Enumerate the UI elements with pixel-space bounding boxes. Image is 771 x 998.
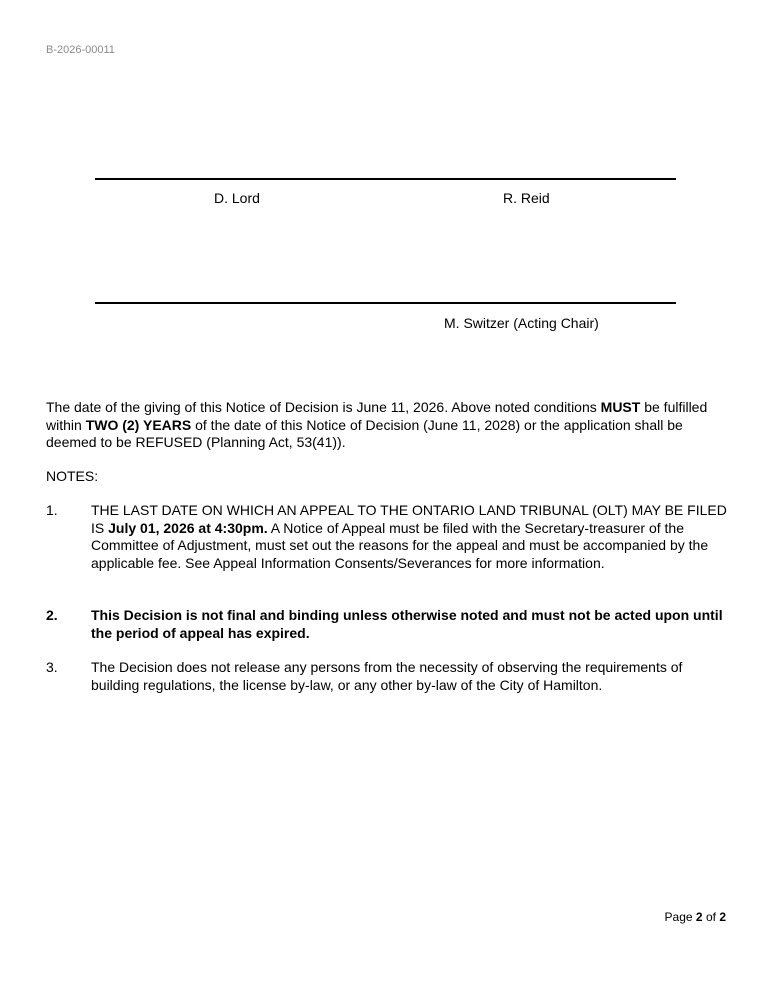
paragraph-emphasis: MUST [600,399,641,415]
note-text-part: THE LAST DATE ON WHICH AN APPEAL TO THE ONTARIO LAND TRIBUNAL (OLT) MAY BE FILED IS [91,502,727,536]
signatory-name-chair: M. Switzer (Acting Chair) [444,315,599,331]
note-emphasis: July 01, 2026 at 4:30pm. [108,519,268,536]
signatory-name: D. Lord [214,190,260,206]
decision-date-paragraph [46,399,726,452]
note-text-part: A Notice of Appeal must be filed with the Secretary-treasurer of the Committee of Adjustment, must set out the reasons for the appeal and must be accompanied by the applicable fee. See Appeal Information Consents/Severances for more information. [91,519,709,571]
signature-line-2 [95,302,676,304]
paragraph-text: of the date of this Notice of Decision (June 11, 2028) or the application shall be deemed to be REFUSED (Planning Act, 53(41)). [46,416,683,450]
of-label: of [705,910,716,924]
paragraph-text: be fulfilled within [46,399,708,433]
total-pages: 2 [719,910,726,924]
current-page: 2 [695,910,703,924]
page-number [665,910,726,924]
signature-line-1 [95,178,676,180]
page-label: Page [664,910,693,924]
file-number: B-2026-00011 [46,44,115,56]
note-text [91,502,731,572]
notes-heading: NOTES: [46,468,99,484]
signatory-name: R. Reid [503,190,550,206]
note-text: This Decision is not final and binding unless otherwise noted and must not be acted upon until the period of appeal has expired. [91,607,723,641]
note-number: 1. [46,502,58,518]
paragraph-text: The date of the giving of this Notice of Decision is June 11, 2026. Above noted conditions [46,399,601,415]
note-number: 3. [46,659,58,675]
paragraph-emphasis: TWO (2) YEARS [85,416,192,433]
note-text: The Decision does not release any persons from the necessity of observing the requirements of building regulations, the license by-law, or any other by-law of the City of Hamilton. [91,659,683,693]
note-number: 2. [46,607,58,623]
